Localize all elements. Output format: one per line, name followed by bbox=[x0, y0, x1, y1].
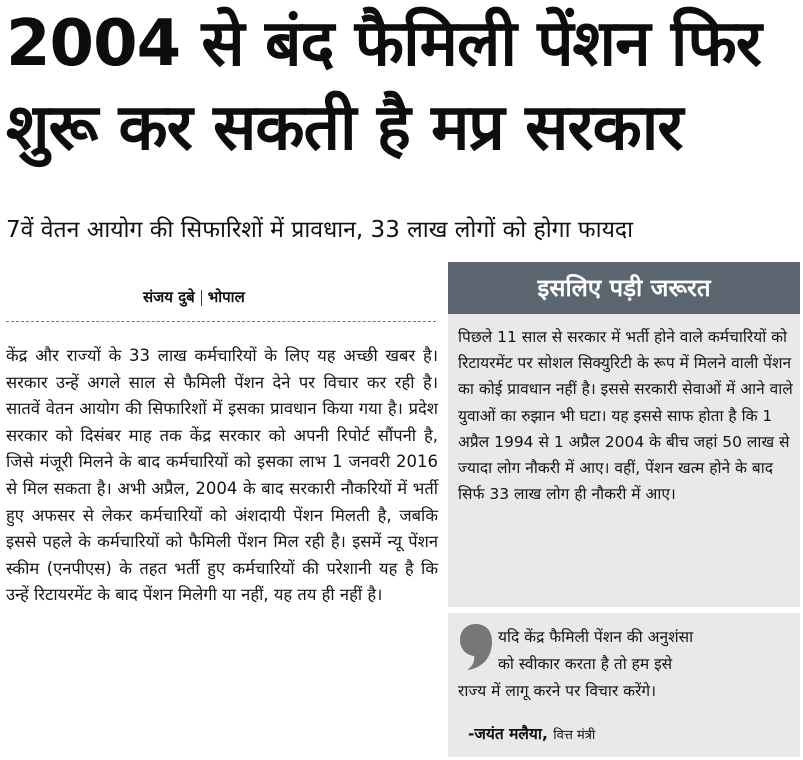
quote-author-role: वित्त मंत्री bbox=[553, 728, 596, 743]
headline bbox=[6, 2, 801, 170]
quote-line-2: को स्वीकार करता है तो हम इसे bbox=[498, 655, 673, 673]
quote-line-1: यदि केंद्र फैमिली पेंशन की अनुशंसा bbox=[498, 628, 694, 646]
byline bbox=[143, 287, 245, 307]
sidebar-divider bbox=[448, 607, 800, 613]
quote-line-3: राज्य में लागू करने पर विचार करेंगे। bbox=[458, 682, 656, 700]
quote bbox=[458, 624, 794, 705]
headline-line-1: 2004 से बंद फैमिली पेंशन फिर bbox=[6, 7, 761, 81]
headline-line-2: शुरू कर सकती है मप्र सरकार bbox=[6, 91, 683, 165]
article-body: केंद्र और राज्यों के 33 लाख कर्मचारियों के लिए यह अच्छी खबर है। सरकार उन्हें अगले साल से फैमिली पेंशन देने पर विचार कर रही है। सातवें वेतन आयोग की सिफारिशों में इसका प्रावधान किया गया है। प्रदेश सरकार को दिसंबर माह तक केंद्र सरकार को अपनी रिपोर्ट सौंपनी है, जिसे मंजूरी मिलने के बाद कर्मचारियों को इसका लाभ 1 जनवरी 2016 से मिल सकता है। अभी अप्रैल, 2004 के बाद सरकारी नौकरियों में भर्ती हुए अफसर से लेकर कर्मचारियों को अंशदायी पेंशन मिलती है, जबकि इससे पहले के कर्मचारियों को फैमिली पेंशन मिल रही है। इसमें न्यू पेंशन स्कीम (एनपीएस) के तहत भर्ती हुए कर्मचारियों की परेशानी यह है कि उन्हें रिटायरमेंट के बाद पेंशन मिलेगी या नहीं, यह तय ही नहीं है। bbox=[6, 346, 438, 605]
byline-rule bbox=[6, 321, 436, 322]
byline-separator bbox=[201, 290, 202, 306]
sidebar-body: पिछले 11 साल से सरकार में भर्ती होने वाले कर्मचारियों को रिटायरमेंट पर सोशल सिक्युरिटी के रूप में मिलने वाली पेंशन का कोई प्रावधान नहीं है। इससे सरकारी सेवाओं में आने वाले युवाओं का रुझान भी घटा। यह इससे साफ होता है कि 1 अप्रैल 1994 से 1 अप्रैल 2004 के बीच जहां 50 लाख से ज्यादा लोग नौकरी में आए। वहीं, पेंशन खत्म होने के बाद सिर्फ 33 लाख लोग ही नौकरी में आए। bbox=[458, 328, 793, 504]
subheadline: 7वें वेतन आयोग की सिफारिशों में प्रावधान, 33 लाख लोगों को होगा फायदा bbox=[6, 217, 634, 243]
quote-author: -जयंत मलैया, bbox=[468, 725, 548, 743]
sidebar-title: इसलिए पड़ी जरूरत bbox=[448, 262, 800, 314]
quote-attribution bbox=[468, 722, 595, 744]
byline-author: संजय दुबे bbox=[143, 288, 195, 306]
byline-city: भोपाल bbox=[207, 288, 245, 306]
